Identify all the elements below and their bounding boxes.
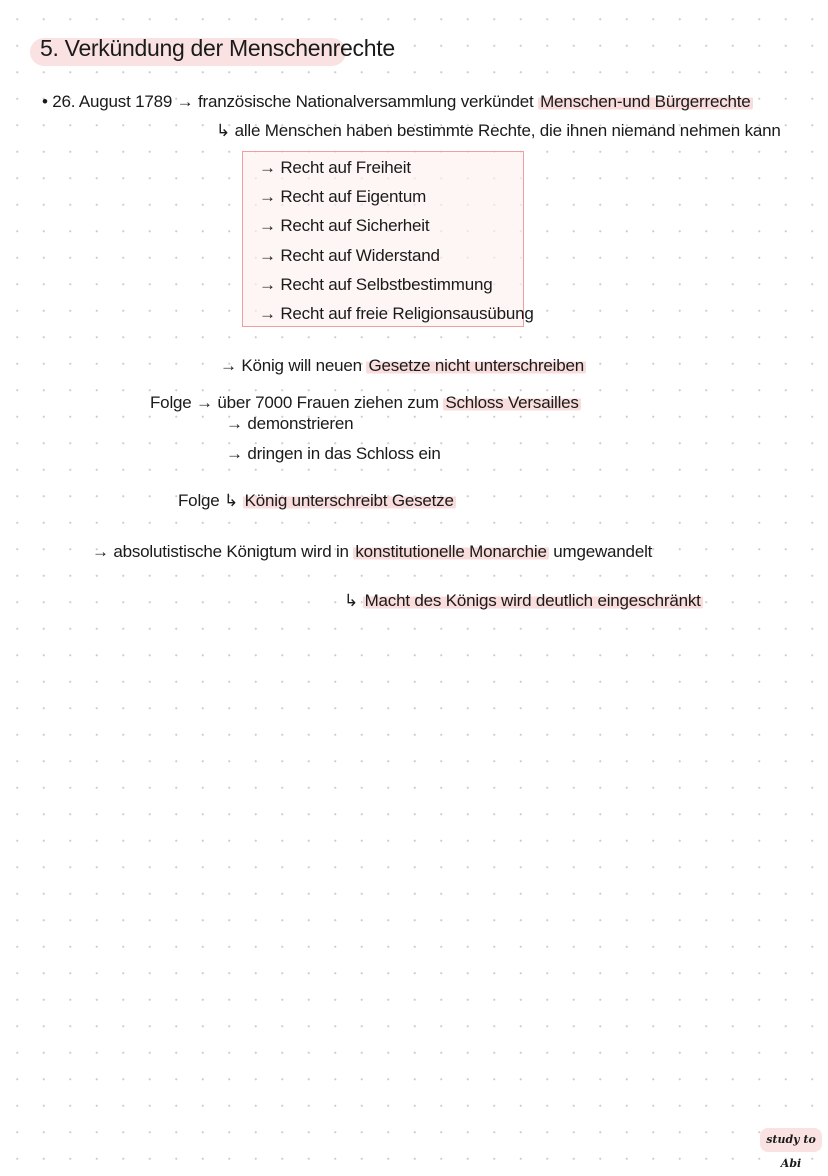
page-title: 5. Verkündung der Menschenrechte (40, 35, 395, 61)
right-item: → Recht auf freie Religionsausübung (259, 304, 534, 323)
rights-box (242, 151, 534, 327)
right-item: → Recht auf Eigentum (259, 187, 427, 206)
folge-line-2 (178, 491, 456, 511)
folge2-prefix: Folge ↳ (178, 491, 239, 510)
monarchie-line (92, 542, 652, 562)
folge1-prefix: Folge → über 7000 Frauen ziehen zum (150, 393, 439, 412)
folge1-highlight: Schloss Versailles (445, 393, 579, 412)
folge-line-1 (150, 393, 581, 413)
right-item: → Recht auf Selbstbestimmung (259, 275, 493, 294)
monarchie-prefix: → absolutistische Königtum wird in (92, 542, 349, 561)
monarchie-highlight: konstitutionelle Monarchie (355, 542, 547, 561)
right-item: → Recht auf Widerstand (259, 246, 440, 265)
demonstrieren-line: → demonstrieren (226, 414, 354, 433)
date-highlight: Menschen-und Bürgerrechte (540, 92, 751, 111)
date-bullet: • 26. August 1789 → (42, 92, 194, 111)
macht-prefix: ↳ (344, 591, 359, 610)
koenig-prefix: → König will neuen (220, 356, 362, 375)
macht-highlight: Macht des Königs wird deutlich eingeschränkt (364, 591, 701, 610)
koenig-highlight: Gesetze nicht unterschreiben (368, 356, 584, 375)
dringen-line: → dringen in das Schloss ein (226, 444, 441, 463)
right-item: → Recht auf Freiheit (259, 158, 411, 177)
folge2-highlight: König unterschreibt Gesetze (244, 491, 454, 510)
monarchie-suffix: umgewandelt (553, 542, 653, 561)
koenig-line (220, 356, 586, 376)
study-to-abi-stamp: study to Abi (760, 1128, 822, 1152)
date-text: französische Nationalversammlung verkündet (198, 92, 534, 111)
macht-line (344, 591, 703, 611)
right-item: → Recht auf Sicherheit (259, 216, 430, 235)
rights-explanation: ↳ alle Menschen haben bestimmte Rechte, die ihnen niemand nehmen kann (216, 121, 781, 140)
date-line (42, 92, 753, 112)
